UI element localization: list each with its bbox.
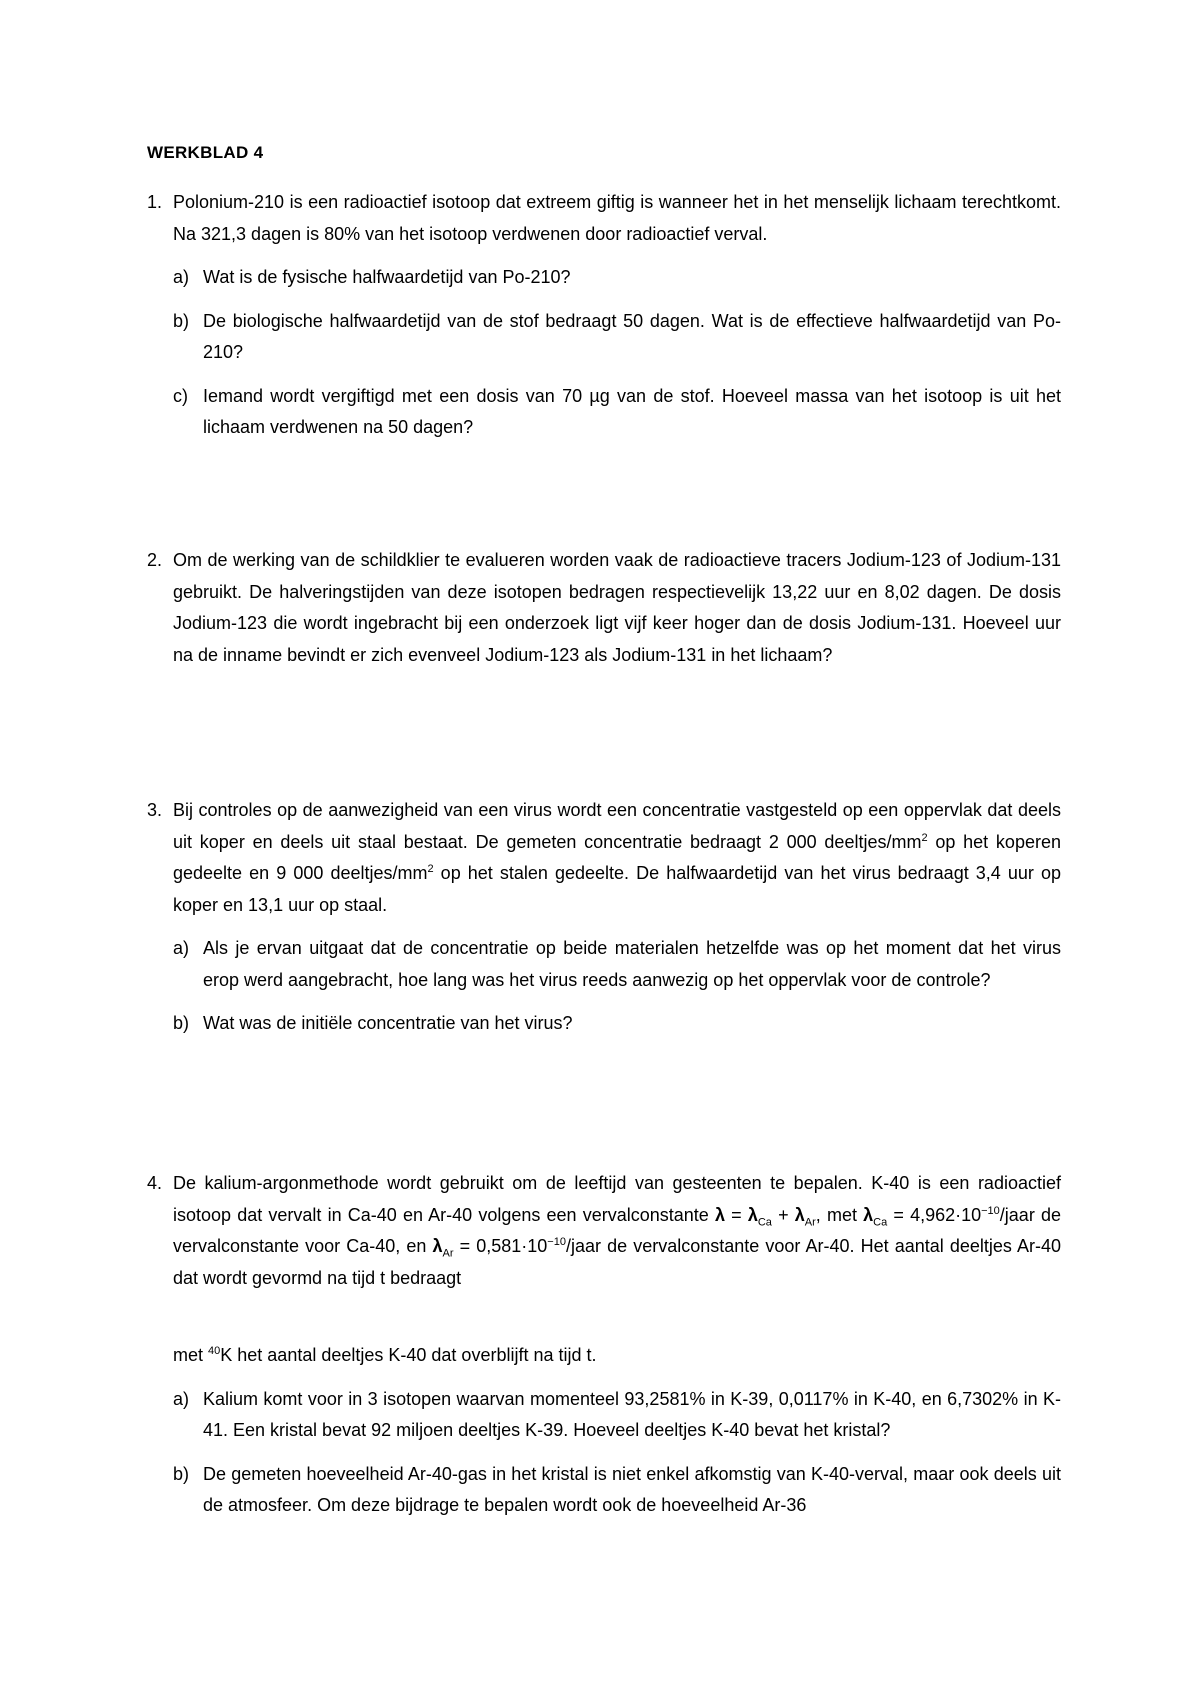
subquestion-1b <box>173 306 1061 369</box>
formula-explanation: met $^{40}$K het aantal deeltjes K-40 dat overblijft na tijd t. <box>173 1345 597 1365</box>
subquestion-text: Wat was de initiële concentratie van het virus? <box>203 1013 573 1033</box>
subquestion-1a <box>173 262 1061 294</box>
question-text: Bij controles op de aanwezigheid van een virus wordt een concentratie vastgesteld op een oppervlak dat deels uit koper en deels uit staal bestaat. De gemeten concentratie bedraagt 2 000 deeltjes/$mm^2$ op het koperen gedeelte en 9 000 deeltjes/$mm^2$ op het stalen gedeelte. De halfwaardetijd van het virus bedraagt 3,4 uur op koper en 13,1 uur op staal. <box>173 800 1061 915</box>
subquestion-3b <box>173 1008 1061 1040</box>
subquestion-label: a) <box>173 1388 190 1409</box>
question-text: Polonium-210 is een radioactief isotoop dat extreem giftig is wanneer het in het menselijk lichaam terechtkomt. Na 321,3 dagen is 80% van het isotoop verdwenen door radioactief verval. <box>173 192 1061 244</box>
question-text: Om de werking van de schildklier te evalueren worden vaak de radioactieve tracers Jodium-123 of Jodium-131 gebruikt. De halveringstijden van deze isotopen bedragen respectievelijk 13,22 uur en 8,02 dagen. De dosis Jodium-123 die wordt ingebracht bij een onderzoek ligt vijf keer hoger dan de dosis Jodium-131. Hoeveel uur na de inname bevindt er zich evenveel Jodium-123 als Jodium-131 in het lichaam? <box>173 550 1061 665</box>
question-number: 2. <box>147 550 163 570</box>
question-number: 3. <box>147 800 163 820</box>
subquestion-text: Kalium komt voor in 3 isotopen waarvan momenteel 93,2581% in K-39, 0,0117% in K-40, en 6,7302% in K-41. Een kristal bevat 92 miljoen deeltjes K-39. Hoeveel deeltjes K-40 bevat het kristal? <box>203 1388 1061 1440</box>
page-title: WERKBLAD 4 <box>147 143 264 162</box>
question-text: De kalium-argonmethode wordt gebruikt om de leeftijd van gesteenten te bepalen. K-40 is een radioactief isotoop dat vervalt in Ca-40 en Ar-40 volgens een vervalconstante $\lambda = \lambda_{Ca} + \lambda_{Ar}$, met $\lambda_{Ca}$ = $4,962\cdot 10^{-10}$/jaar de vervalconstante voor Ca-40, en $\lambda_{Ar}$ = $0,581\cdot 10^{-10}$/jaar de vervalconstante voor Ar-40. Het aantal deeltjes Ar-40 dat wordt gevormd na tijd t bedraagt <box>173 1173 1062 1288</box>
subquestion-text: De gemeten hoeveelheid Ar-40-gas in het kristal is niet enkel afkomstig van K-40-verval, maar ook deels uit de atmosfeer. Om deze bijdrage te bepalen wordt ook de hoeveelheid Ar-36 <box>203 1463 1061 1515</box>
subquestion-label: c) <box>173 385 188 406</box>
subquestion-text: Iemand wordt vergiftigd met een dosis van 70 µg van de stof. Hoeveel massa van het isotoop is uit het lichaam verdwenen na 50 dagen? <box>203 385 1061 437</box>
subquestion-label: b) <box>173 1013 190 1033</box>
subquestion-label: a) <box>173 267 190 287</box>
subquestion-label: a) <box>173 938 190 958</box>
question-2 <box>147 545 1061 671</box>
subquestion-1c <box>173 381 1061 444</box>
subquestion-text: Wat is de fysische halfwaardetijd van Po-210? <box>203 267 571 287</box>
question-number: 1. <box>147 192 163 212</box>
subquestion-text: Als je ervan uitgaat dat de concentratie op beide materialen hetzelfde was op het moment dat het virus erop werd aangebracht, hoe lang was het virus reeds aanwezig op het oppervlak voor de controle? <box>203 938 1061 990</box>
subquestion-3a <box>173 933 1061 996</box>
subquestion-label: b) <box>173 1463 190 1484</box>
question-4 <box>147 1168 1061 1522</box>
question-3 <box>147 795 1061 1040</box>
subquestion-4a <box>173 1384 1061 1447</box>
question-number: 4. <box>147 1173 163 1193</box>
subquestion-label: b) <box>173 310 190 331</box>
subquestion-text: De biologische halfwaardetijd van de stof bedraagt 50 dagen. Wat is de effectieve halfwaardetijd van Po-210? <box>203 310 1061 362</box>
question-1 <box>147 187 1061 444</box>
subquestion-4b <box>173 1459 1061 1522</box>
